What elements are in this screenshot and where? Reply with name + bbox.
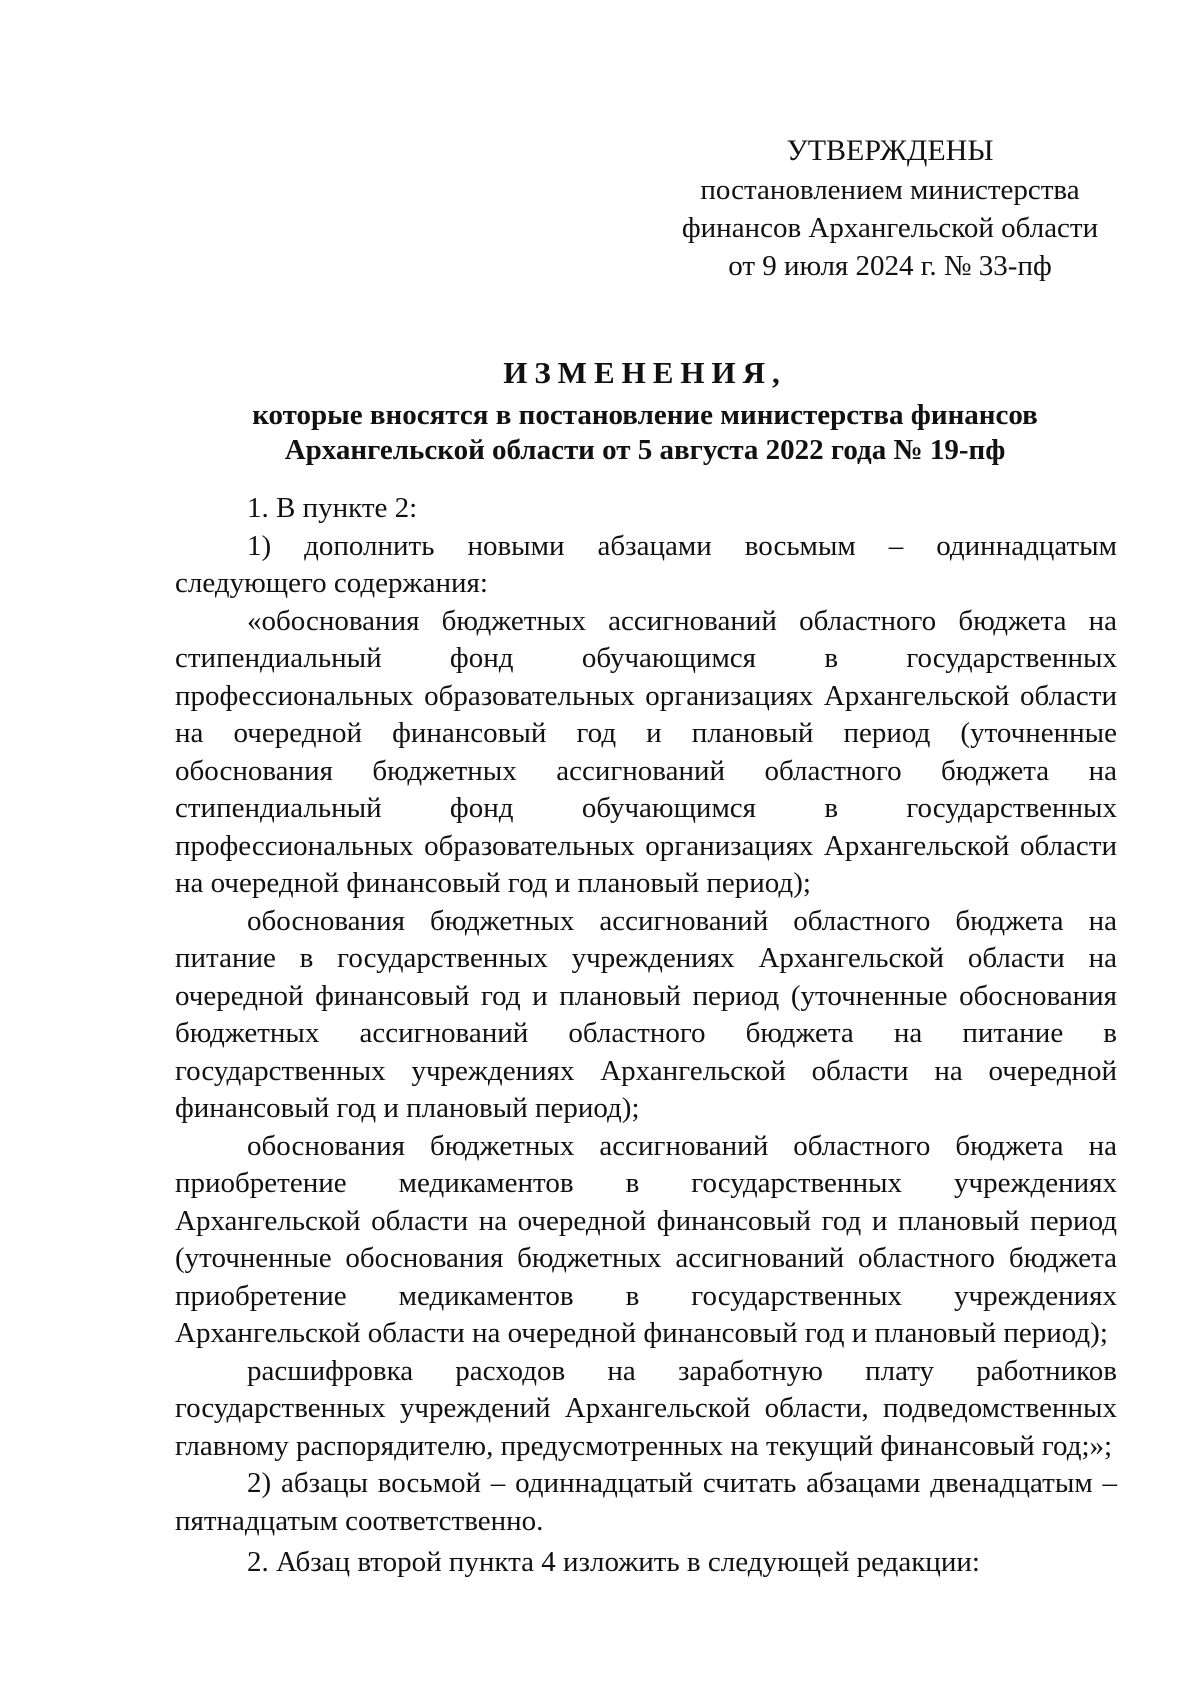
document-heading [170, 355, 1120, 468]
document-subtitle: Архангельской области от 5 августа 2022 года № 19-пф [284, 434, 1006, 466]
document-body [175, 490, 1117, 1582]
paragraph: 2. Абзац второй пункта 4 изложить в следующей редакции: [247, 1546, 980, 1578]
approval-line: постановлением министерства [700, 174, 1080, 206]
approval-line: финансов Архангельской области [681, 212, 1099, 244]
document-title: ИЗМЕНЕНИЯ, [503, 355, 787, 390]
paragraph: «обоснования бюджетных ассигнований областного бюджета на стипендиальный фонд обучающимся в государственных профессиональных образовательных организациях Архангельской области на очередной финансовый год и плановый период (уточненные обоснования бюджетных ассигнований областного бюджета на стипендиальный фонд обучающимся в государственных профессиональных образовательных организациях Архангельской области на очередной финансовый год и плановый период); [175, 604, 1117, 899]
paragraph: расшифровка расходов на заработную плату работников государственных учреждений Архангельской области, подведомственных главному распорядителю, предусмотренных на текущий финансовый год;»; [175, 1354, 1117, 1462]
approval-line: от 9 июля 2024 г. № 33-пф [728, 250, 1052, 282]
paragraph: обоснования бюджетных ассигнований областного бюджета на питание в государственных учреждениях Архангельской области на очередной финансовый год и плановый период (уточненные обоснования бюджетных ассигнований областного бюджета на питание в государственных учреждениях Архангельской области на очередной финансовый год и плановый период); [175, 904, 1117, 1124]
paragraph: 1) дополнить новыми абзацами восьмым – одиннадцатым следующего содержания: [175, 529, 1117, 599]
approval-stamp [660, 132, 1120, 285]
paragraph: 2) абзацы восьмой – одиннадцатый считать абзацами двенадцатым – пятнадцатым соответственно. [175, 1467, 1117, 1537]
paragraph: обоснования бюджетных ассигнований областного бюджета на приобретение медикаментов в государственных учреждениях Архангельской области на очередной финансовый год и плановый период (уточненные обоснования бюджетных ассигнований областного бюджета приобретение медикаментов в государственных учреждениях Архангельской области на очередной финансовый год и плановый период); [175, 1129, 1117, 1349]
paragraph: 1. В пункте 2: [247, 492, 418, 524]
document-subtitle: которые вносятся в постановление министерства финансов [252, 399, 1038, 431]
approval-title: УТВЕРЖДЕНЫ [786, 134, 994, 167]
